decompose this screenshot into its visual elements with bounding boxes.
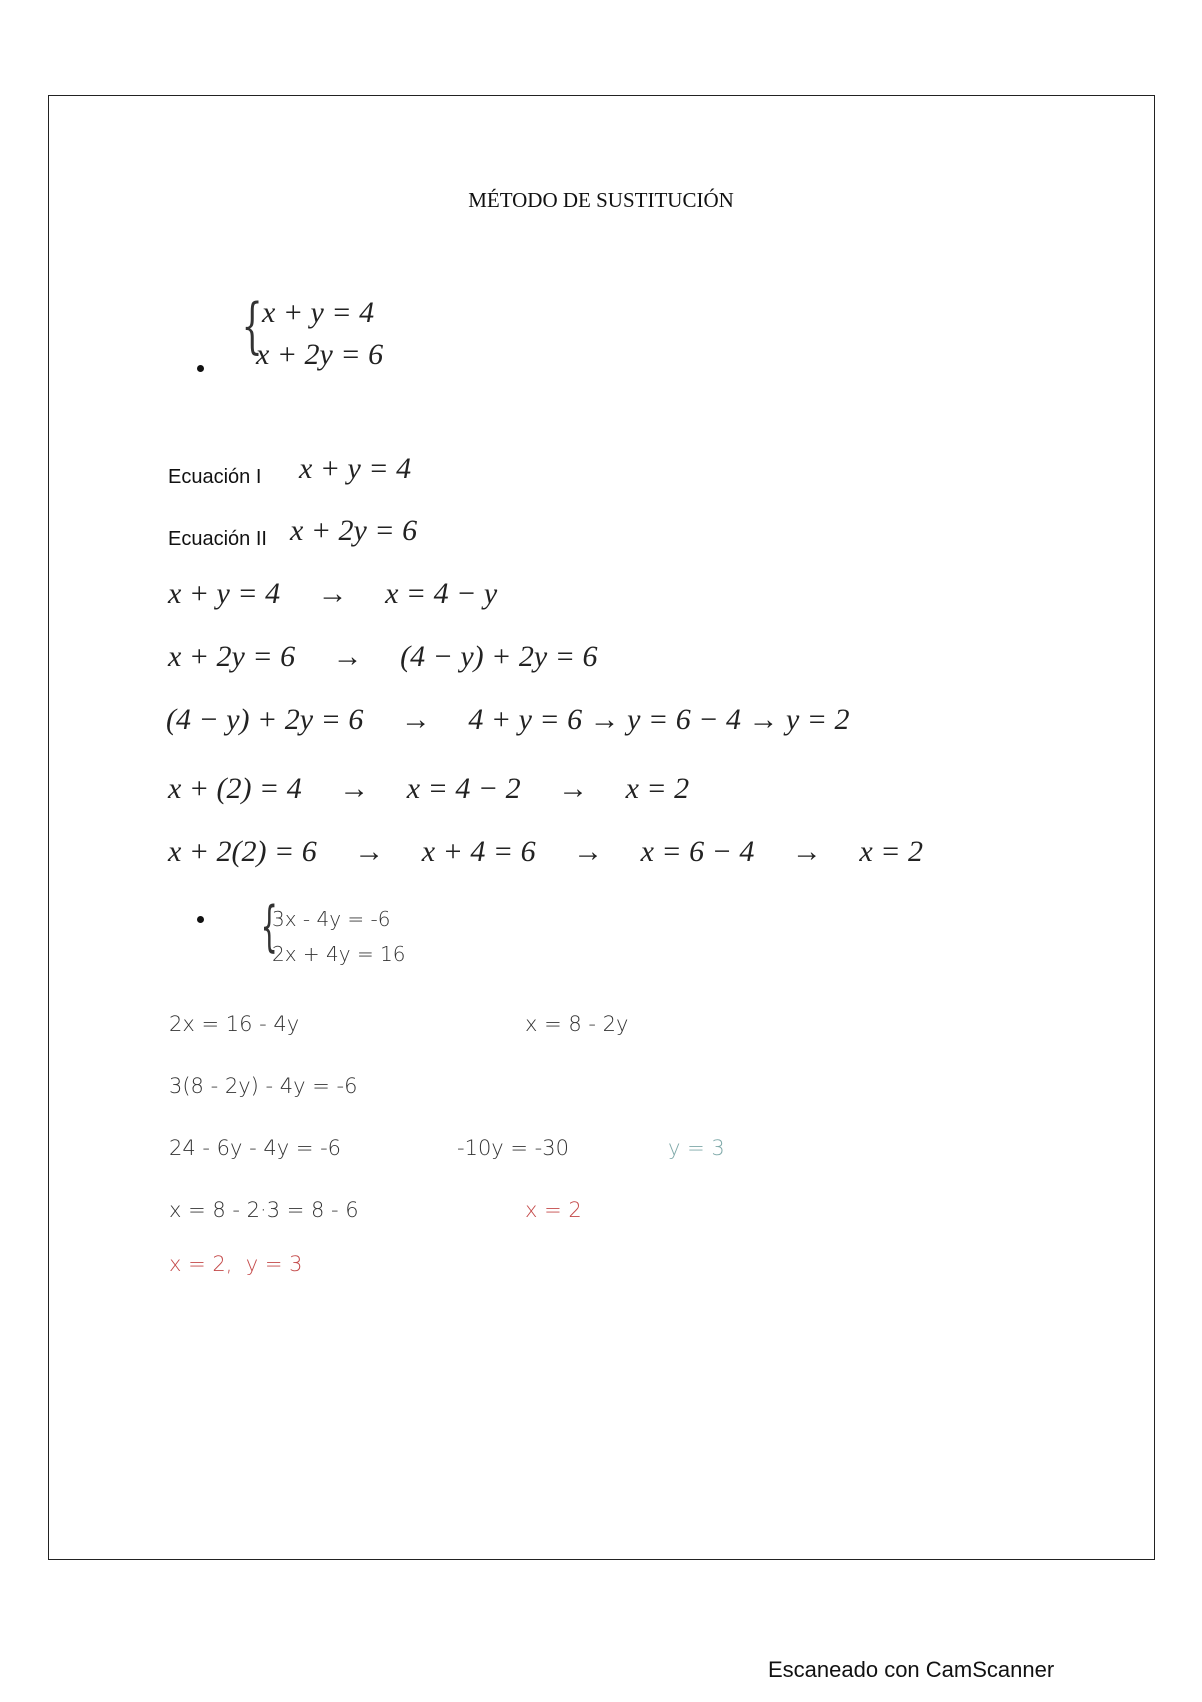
eq2-label: Ecuación II	[168, 528, 267, 550]
system2-eq1: 3x - 4y = -6	[272, 907, 391, 931]
step1-line-1: x + y = 4 → x = 4 − y	[168, 577, 498, 610]
step2-row3-c: y = 3	[668, 1136, 725, 1160]
step2-row1-b: x = 8 - 2y	[525, 1012, 629, 1036]
step2-row4-a: x = 8 - 2·3 = 8 - 6	[169, 1198, 359, 1222]
bullet-2	[197, 916, 204, 923]
brace-icon-2: {	[260, 895, 278, 958]
system1-eq1: x + y = 4	[262, 296, 375, 329]
system2-eq2: 2x + 4y = 16	[272, 942, 406, 966]
step2-result: x = 2, y = 3	[169, 1252, 303, 1276]
step2-row2: 3(8 - 2y) - 4y = -6	[169, 1074, 358, 1098]
step2-row1-a: 2x = 16 - 4y	[169, 1012, 300, 1036]
page-title: MÉTODO DE SUSTITUCIÓN	[468, 188, 734, 212]
bullet-1	[197, 365, 204, 372]
brace-icon: {	[241, 291, 263, 361]
eq1-expr: x + y = 4	[299, 452, 412, 485]
eq1-label: Ecuación I	[168, 466, 262, 488]
step1-line-3: (4 − y) + 2y = 6 → 4 + y = 6 → y = 6 − 4 → y = 2	[166, 703, 850, 736]
step2-row3-b: -10y = -30	[457, 1136, 569, 1160]
page-border	[48, 95, 1155, 1560]
step1-line-2: x + 2y = 6 → (4 − y) + 2y = 6	[168, 640, 598, 673]
step1-line-4: x + (2) = 4 → x = 4 − 2 → x = 2	[168, 772, 690, 805]
step2-row3-a: 24 - 6y - 4y = -6	[169, 1136, 342, 1160]
step2-row4-b: x = 2	[525, 1198, 582, 1222]
scanner-footer: Escaneado con CamScanner	[768, 1657, 1055, 1682]
step1-line-5: x + 2(2) = 6 → x + 4 = 6 → x = 6 − 4 → x = 2	[168, 835, 923, 868]
system1-eq2: x + 2y = 6	[256, 338, 384, 371]
eq2-expr: x + 2y = 6	[290, 514, 418, 547]
